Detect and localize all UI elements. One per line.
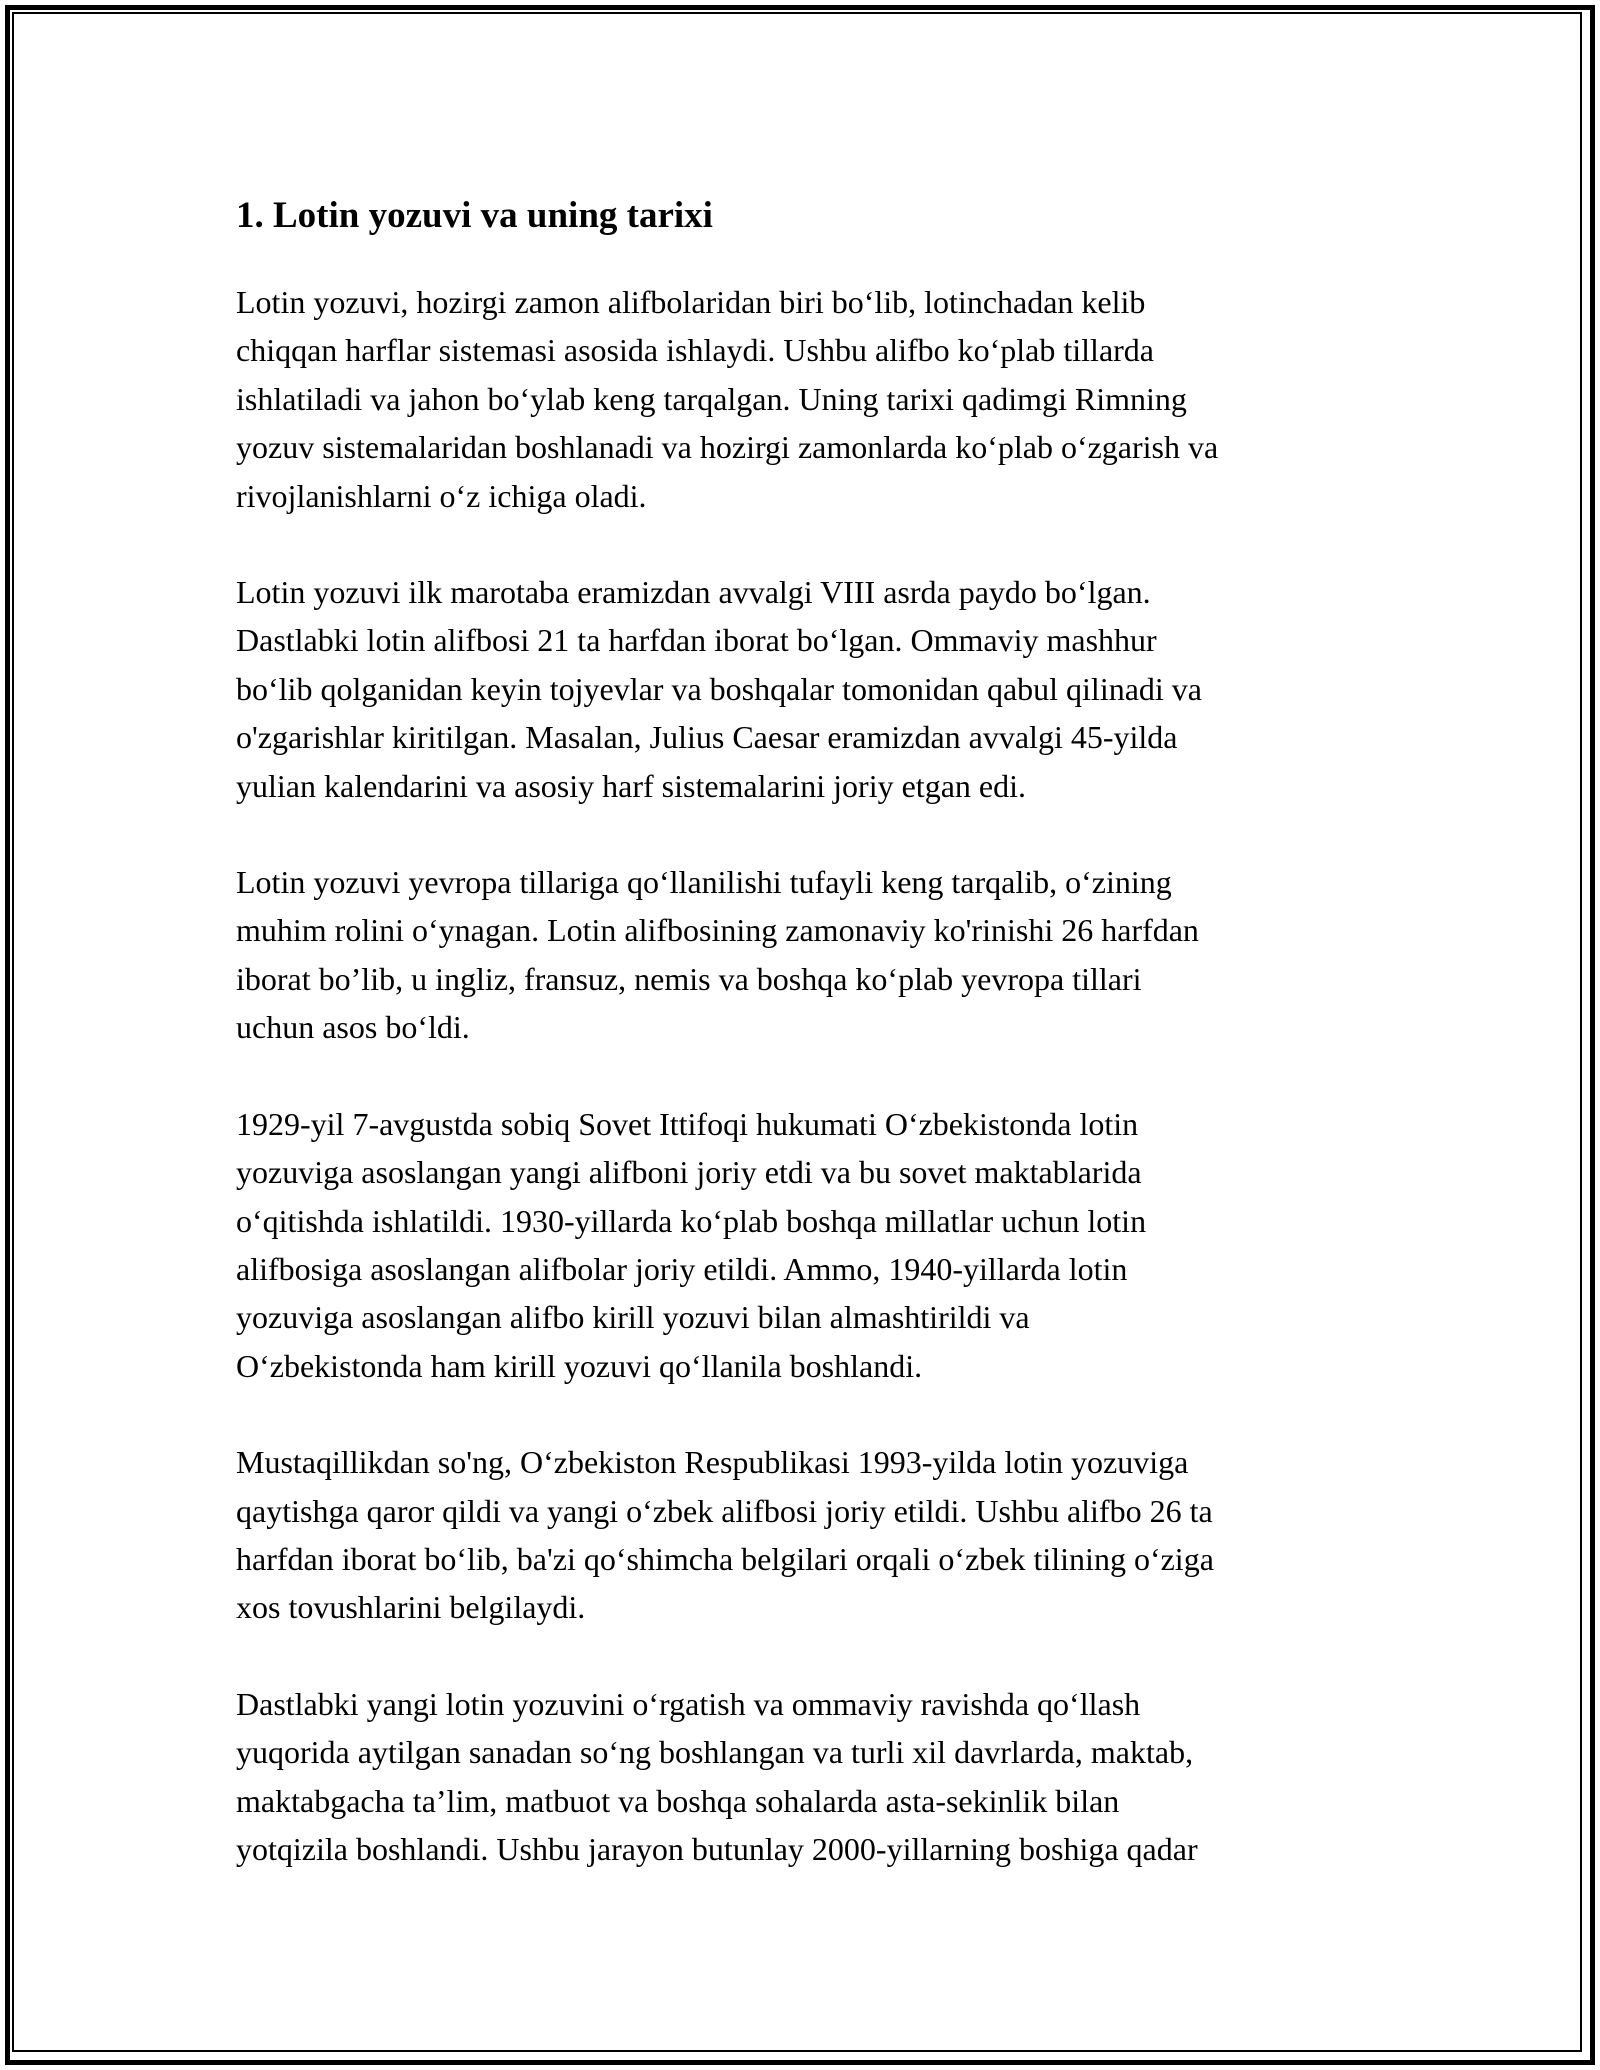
paragraph-5: Mustaqillikdan so'ng, O‘zbekiston Respublikasi 1993-yilda lotin yozuviga qaytishga qaror qildi va yangi o‘zbek alifbosi joriy etildi. Ushbu alifbo 26 ta harfdan iborat bo‘lib, ba'zi qo‘shimcha belgilari orqali o‘zbek tilining o‘ziga xos tovushlarini belgilaydi.: [236, 1444, 1214, 1626]
document-page: [236, 186, 1386, 1921]
paragraph-4: 1929-yil 7-avgustda sobiq Sovet Ittifoqi hukumati O‘zbekistonda lotin yozuviga asoslangan yangi alifboni joriy etdi va bu sovet maktablarida o‘qitishda ishlatildi. 1930-yillarda ko‘plab boshqa millatlar uchun lotin alifbosiga asoslangan alifbolar joriy etildi. Ammo, 1940-yillarda lotin yozuviga asoslangan alifbo kirill yozuvi bilan almashtirildi va O‘zbekistonda ham kirill yozuvi qo‘llanila boshlandi.: [236, 1105, 1147, 1384]
paragraph-6: Dastlabki yangi lotin yozuvini o‘rgatish va ommaviy ravishda qo‘llash yuqorida aytilgan sanadan so‘ng boshlangan va turli xil davrlarda, maktab, maktabgacha ta’lim, matbuot va boshqa sohalarda asta-sekinlik bilan yotqizila boshlandi. Ushbu jarayon butunlay 2000-yillarning boshiga qadar: [236, 1685, 1198, 1867]
paragraph-2: Lotin yozuvi ilk marotaba eramizdan avvalgi VIII asrda paydo bo‘lgan. Dastlabki lotin alifbosi 21 ta harfdan iborat bo‘lgan. Ommaviy mashhur bo‘lib qolganidan keyin tojyevlar va boshqalar tomonidan qabul qilinadi va o'zgarishlar kiritilgan. Masalan, Julius Caesar eramizdan avvalgi 45-yilda yulian kalendarini va asosiy harf sistemalarini joriy etgan edi.: [236, 574, 1202, 804]
section-heading: 1. Lotin yozuvi va uning tarixi: [236, 195, 713, 236]
paragraph-3: Lotin yozuvi yevropa tillariga qo‘llanilishi tufayli keng tarqalib, o‘zining muhim rolini o‘ynagan. Lotin alifbosining zamonaviy ko'rinishi 26 harfdan iborat bo’lib, u ingliz, fransuz, nemis va boshqa ko‘plab yevropa tillari uchun asos bo‘ldi.: [236, 864, 1199, 1046]
paragraph-1: Lotin yozuvi, hozirgi zamon alifbolaridan biri bo‘lib, lotinchadan kelib chiqqan harflar sistemasi asosida ishlaydi. Ushbu alifbo ko‘plab tillarda ishlatiladi va jahon bo‘ylab keng tarqalgan. Uning tarixi qadimgi Rimning yozuv sistemalaridan boshlanadi va hozirgi zamonlarda ko‘plab o‘zgarish va rivojlanishlarni o‘z ichiga oladi.: [236, 284, 1219, 514]
